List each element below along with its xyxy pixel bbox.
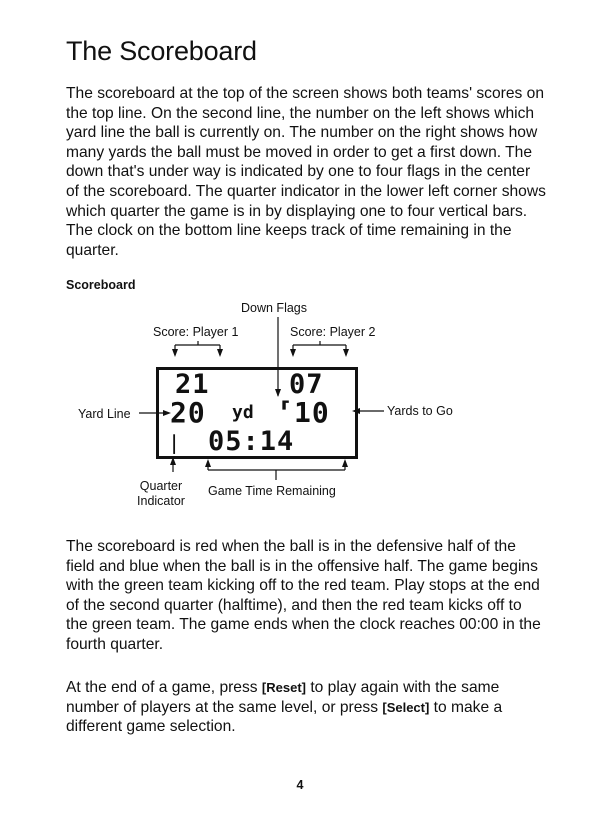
- body-paragraph-colors: The scoreboard is red when the ball is in the defensive half of the field and blue when the ball is in the offensive half. The game begins with the green team kicking off to the red team. Play stops at the end of the second quarter (halftime), and then the red team kicks off to the green team. The game ends when the clock reaches 00:00 in the fourth quarter.: [66, 538, 541, 653]
- label-quarter-indicator: [128, 479, 194, 509]
- page-title: The Scoreboard: [66, 36, 257, 66]
- label-score-player1: Score: Player 1: [153, 325, 239, 339]
- game-clock: 05:14: [208, 426, 295, 457]
- yard-line-value: 20: [170, 396, 206, 429]
- select-key-label: [Select]: [382, 699, 430, 715]
- label-game-time: Game Time Remaining: [208, 484, 336, 498]
- text-segment: At the end of a game, press: [66, 679, 262, 696]
- label-quarter-line1: Quarter: [139, 479, 183, 493]
- quarter-bar-icon: ❘: [167, 429, 182, 457]
- intro-paragraph: The scoreboard at the top of the screen shows both teams' scores on the top line. On the second line, the number on the left shows which yard line the ball is currently on. The number on the right shows how many yards the ball must be moved in order to get a first down. The down that's under way is indicated by one to four flags in the center of the scoreboard. The quarter indicator in the lower left corner shows which quarter the game is in by displaying one to four vertical bars. The clock on the bottom line keeps track of time remaining in the quarter.: [66, 85, 546, 259]
- text-segment: to play again with the same number of players at the same level, or press: [66, 679, 500, 716]
- page-number: 4: [296, 778, 304, 792]
- label-down-flags: Down Flags: [241, 301, 307, 315]
- down-flag-icon: ⸢: [277, 397, 293, 427]
- label-quarter-line2: Indicator: [137, 494, 185, 508]
- label-score-player2: Score: Player 2: [290, 325, 376, 339]
- player1-score: 21: [175, 369, 210, 400]
- yard-unit: yd: [232, 402, 254, 423]
- figure-caption: Scoreboard: [66, 278, 136, 292]
- body-paragraph-end-game: [66, 678, 546, 737]
- reset-key-label: [Reset]: [261, 680, 306, 695]
- label-yards-to-go: Yards to Go: [387, 404, 453, 418]
- label-yard-line: Yard Line: [78, 407, 131, 421]
- player2-score: 07: [289, 369, 324, 400]
- text-segment: to make a different game selection.: [66, 698, 503, 736]
- yards-to-go-value: 10: [294, 396, 330, 429]
